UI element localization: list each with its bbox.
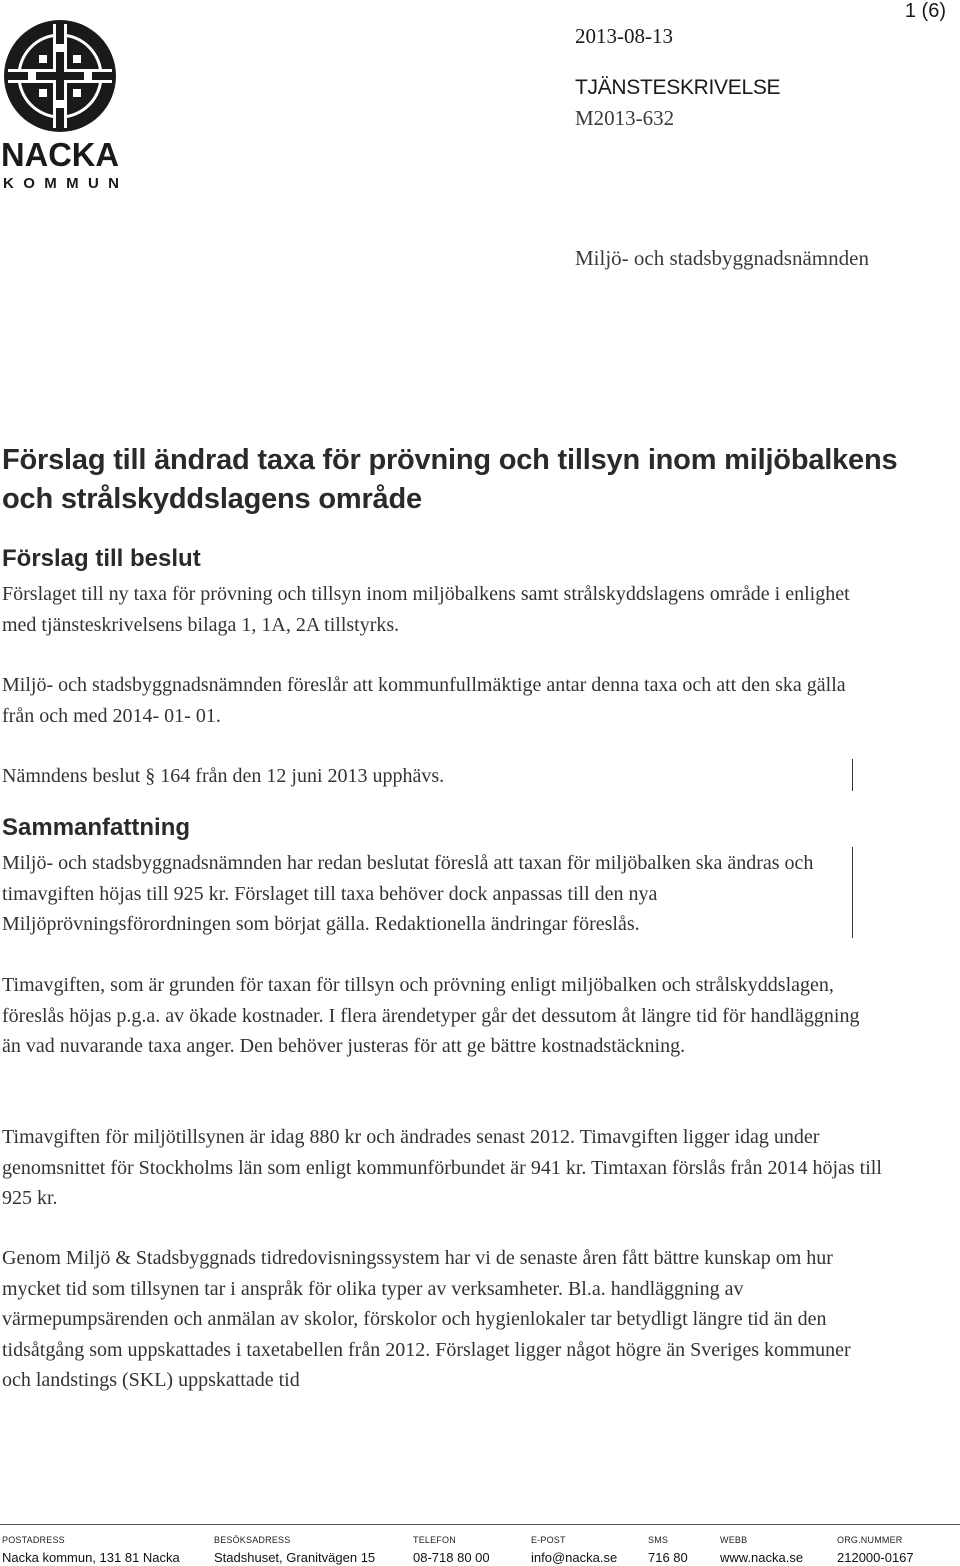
footer-value: Nacka kommun, 131 81 Nacka [2,1550,180,1565]
footer-label: TELEFON [413,1535,456,1545]
footer-divider [0,1524,960,1525]
footer-telefon [413,1535,490,1565]
footer-value: 212000-0167 [837,1550,914,1565]
footer-orgnummer [837,1535,914,1565]
sammanfattning-paragraph-1: Miljö- och stadsbyggnadsnämnden har redan beslutat föreslå att taxan för miljöbalken ska ändras och timavgiften höjas till 925 kr. Förslaget till taxa behöver dock anpassas till den nya Miljöprövningsförordningen som börjat gälla. Redaktionella ändringar föreslås. [2,852,814,935]
sammanfattning-paragraph-3: Timavgiften för miljötillsynen är idag 880 kr och ändrades senast 2012. Timavgiften ligger idag under genomsnittet för Stockholms län som enligt kommunförbundet är 941 kr. Timtaxan förslås från 2014 höjas till 925 kr. [2,1126,882,1209]
revision-bar [852,759,853,791]
footer-value: www.nacka.se [720,1550,804,1565]
beslut-paragraph-1: Förslaget till ny taxa för prövning och tillsyn inom miljöbalkens samt strålskyddslagens område i enlighet med tjänsteskrivelsens bilaga 1, 1A, 2A tillstyrks. [2,583,850,636]
nacka-kommun-logo [0,20,122,192]
footer-besoksadress [214,1535,375,1565]
footer-label: POSTADRESS [2,1535,65,1545]
footer-value: 716 80 [648,1550,688,1565]
footer-postadress [2,1535,180,1565]
footer-label: BESÖKSADRESS [214,1535,291,1545]
footer-webb [720,1535,803,1565]
footer-value: Stadshuset, Granitvägen 15 [214,1550,376,1565]
footer-value: 08-718 80 00 [413,1550,490,1565]
nacka-emblem-icon [0,20,122,192]
sammanfattning-paragraph-2: Timavgiften, som är grunden för taxan för tillsyn och prövning enligt miljöbalken och strålskyddslagen, föreslås höjas p.g.a. av ökade kostnader. I flera ärendetyper går det dessutom åt längre tid för handläggning än vad nuvarande taxa anger. Den behöver justeras för att ge bättre kostnadstäckning. [2,974,860,1057]
footer-label: WEBB [720,1535,748,1545]
logo-subword: KOMMUN [3,175,119,192]
document-type: TJÄNSTESKRIVELSE [575,76,781,99]
footer-epost [531,1535,617,1565]
sammanfattning-paragraph-4: Genom Miljö & Stadsbyggnads tidredovisningssystem har vi de senaste åren fått bättre kunskap om hur mycket tid som tillsynen tar i anspråk för olika typer av verksamheter. Bl.a. handläggning av värmepumpsärenden och anmälan av skolor, förskolor och hygienlokaler tar betydligt längre tid än den tidsåtgång som uppskattades i taxetabellen från 2012. Förslaget ligger något högre än Sveriges kommuner och landstings (SKL) uppskattade tid [2,1247,851,1391]
heading-sammanfattning: Sammanfattning [2,814,191,841]
footer-label: SMS [648,1535,669,1545]
heading-forslag-till-beslut: Förslag till beslut [2,545,201,572]
document-title: Förslag till ändrad taxa för prövning och tillsyn inom miljöbalkens och strålskyddslagens område [2,444,898,515]
footer-label: ORG.NUMMER [837,1535,903,1545]
page-number: 1 (6) [904,0,946,22]
footer-label: E-POST [531,1535,566,1545]
document-date: 2013-08-13 [575,24,673,48]
revision-bar [852,847,853,938]
document-number: M2013-632 [575,106,675,130]
footer-sms [648,1535,688,1565]
beslut-paragraph-3: Nämndens beslut § 164 från den 12 juni 2013 upphävs. [2,765,445,787]
footer-value: info@nacka.se [531,1550,618,1565]
logo-wordmark: NACKA [1,136,119,173]
recipient: Miljö- och stadsbyggnadsnämnden [575,246,869,270]
beslut-paragraph-2: Miljö- och stadsbyggnadsnämnden föreslår att kommunfullmäktige antar denna taxa och att den ska gälla från och med 2014- 01- 01. [2,674,846,727]
